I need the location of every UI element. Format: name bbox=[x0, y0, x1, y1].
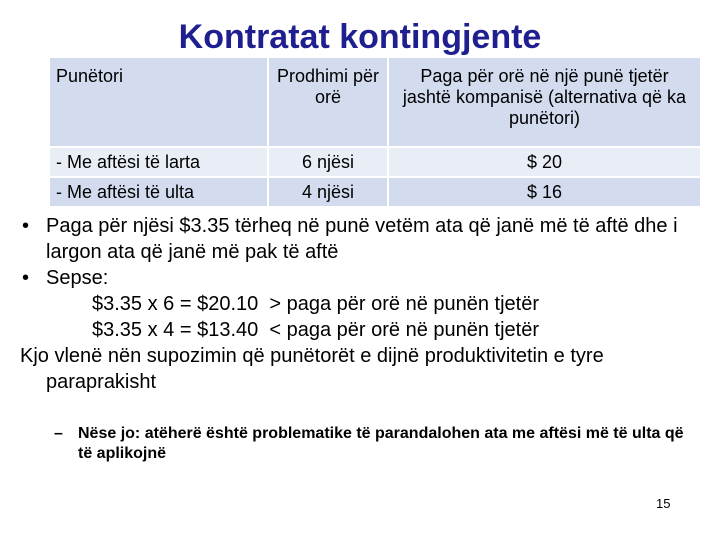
dash-marker: – bbox=[54, 425, 63, 442]
slide-body bbox=[20, 213, 700, 395]
row-output-value: 6 njësi bbox=[268, 147, 388, 177]
header-output-per-hour: Prodhimi për orë bbox=[268, 57, 388, 147]
equation-line: $3.35 x 4 = $13.40 < paga për orë në punën tjetër bbox=[92, 319, 540, 341]
row-wage-value: $ 20 bbox=[388, 147, 701, 177]
header-worker: Punëtori bbox=[49, 57, 268, 147]
slide-title: Kontratat kontingjente bbox=[178, 18, 542, 56]
row-wage-value: $ 16 bbox=[388, 177, 701, 207]
equation-line: $3.35 x 6 = $20.10 > paga për orë në punën tjetër bbox=[92, 293, 540, 315]
row-output-value: 4 njësi bbox=[268, 177, 388, 207]
bullet-item bbox=[20, 213, 700, 265]
table-row bbox=[49, 147, 701, 177]
row-worker-label: - Me aftësi të ulta bbox=[49, 177, 268, 207]
conclusion-text: Kjo vlenë nën supozimin që punëtorët e dijnë produktivitetin e tyre paraprakisht bbox=[20, 345, 604, 393]
bullet-text: Paga për njësi $3.35 tërheq në punë vetëm ata që janë më të aftë dhe i largon ata që janë më pak të aftë bbox=[46, 215, 678, 263]
header-alternative-wage: Paga për orë në një punë tjetër jashtë kompanisë (alternativa që ka punëtori) bbox=[388, 57, 701, 147]
sub-point bbox=[54, 424, 694, 464]
bullet-icon: • bbox=[22, 215, 30, 237]
row-worker-label: - Me aftësi të larta bbox=[49, 147, 268, 177]
sub-point-text: Nëse jo: atëherë është problematike të parandalohen ata me aftësi më të ulta që të aplikojnë bbox=[78, 425, 684, 462]
bullet-text: Sepse: bbox=[46, 267, 109, 289]
bullet-icon: • bbox=[22, 267, 30, 289]
comparison-table bbox=[48, 56, 702, 208]
page-number: 15 bbox=[656, 496, 671, 511]
table-row bbox=[49, 177, 701, 207]
bullet-item bbox=[20, 265, 700, 291]
table-header-row bbox=[49, 57, 701, 147]
